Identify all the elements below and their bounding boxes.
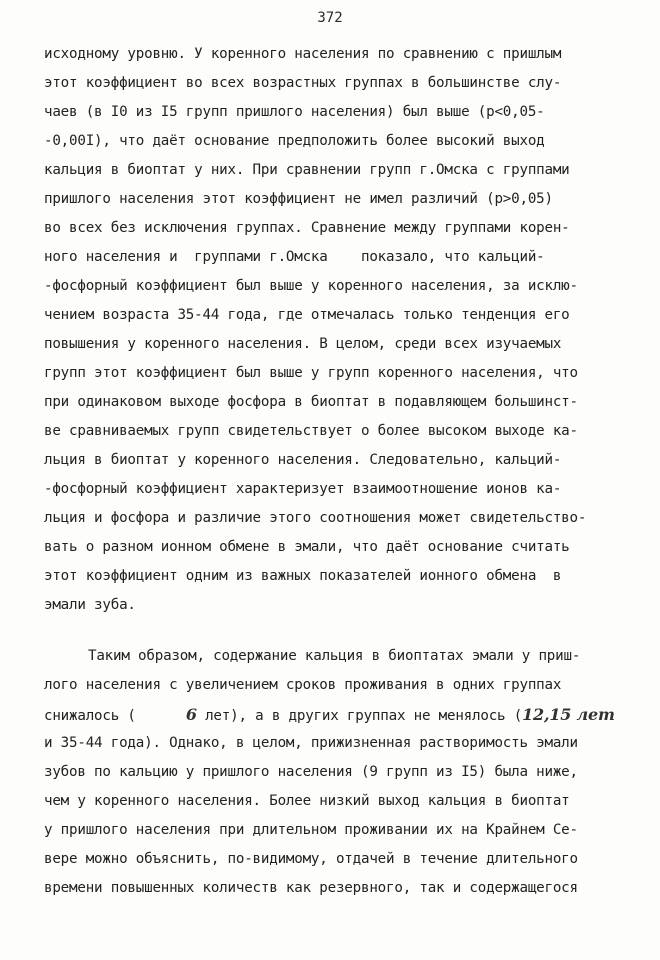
text-line: лого населения с увеличением сроков проживания в одних группах xyxy=(44,677,562,693)
text-line: чаев (в I0 из I5 групп пришлого населения) был выше (p<0,05- xyxy=(44,104,545,120)
text-fragment: лет), а в других группах не менялось ( xyxy=(196,708,523,724)
text-line: -фосфорный коэффициент характеризует взаимоотношение ионов ка- xyxy=(44,481,562,497)
text-line: чем у коренного населения. Более низкий выход кальция в биоптат xyxy=(44,793,570,809)
text-line-with-handwriting xyxy=(44,700,634,729)
text-line: при одинаковом выходе фосфора в биоптат в подавляющем большинст- xyxy=(44,394,578,410)
text-line: ного населения и группами г.Омска показало, что кальций- xyxy=(44,249,545,265)
text-line: кальция в биоптат у них. При сравнении групп г.Омска с группами xyxy=(44,162,570,178)
text-line: вере можно объяснить, по-видимому, отдачей в течение длительного xyxy=(44,851,578,867)
handwritten-insert: 12,15 лет xyxy=(522,705,615,724)
text-line: -0,00I), что даёт основание предположить более высокий выход xyxy=(44,133,545,149)
text-line: во всех без исключения группах. Сравнение между группами корен- xyxy=(44,220,570,236)
text-line: этот коэффициент одним из важных показателей ионного обмена в xyxy=(44,568,562,584)
text-line: времени повышенных количеств как резервного, так и содержащегося xyxy=(44,880,578,896)
page-number: 372 xyxy=(317,10,343,26)
text-line: Таким образом, содержание кальция в биоптатах эмали у приш- xyxy=(88,648,581,664)
handwritten-insert: 6 xyxy=(185,705,197,724)
text-line: вать о разном ионном обмене в эмали, что даёт основание считать xyxy=(44,539,570,555)
text-fragment: снижалось ( xyxy=(44,708,186,724)
text-line: -фосфорный коэффициент был выше у коренного населения, за исклю- xyxy=(44,278,578,294)
text-line: пришлого населения этот коэффициент не имел различий (p>0,05) xyxy=(44,191,553,207)
body-text xyxy=(44,40,634,903)
paragraph-2 xyxy=(44,642,634,903)
paragraph-gap xyxy=(44,620,634,642)
text-line: этот коэффициент во всех возрастных группах в большинстве слу- xyxy=(44,75,562,91)
text-line: исходному уровню. У коренного населения по сравнению с пришлым xyxy=(44,46,562,62)
text-line: льция и фосфора и различие этого соотношения может свидетельство- xyxy=(44,510,587,526)
text-line: групп этот коэффициент был выше у групп коренного населения, что xyxy=(44,365,578,381)
text-line: зубов по кальцию у пришлого населения (9 групп из I5) была ниже, xyxy=(44,764,578,780)
text-line: и 35-44 года). Однако, в целом, прижизненная растворимость эмали xyxy=(44,735,578,751)
text-line: эмали зуба. xyxy=(44,597,136,613)
text-line: чением возраста 35-44 года, где отмечалась только тенденция его xyxy=(44,307,570,323)
text-line: ве сравниваемых групп свидетельствует о более высоком выходе ка- xyxy=(44,423,578,439)
text-line: льция в биоптат у коренного населения. Следовательно, кальций- xyxy=(44,452,562,468)
text-line: повышения у коренного населения. В целом, среди всех изучаемых xyxy=(44,336,562,352)
paragraph-1 xyxy=(44,40,634,620)
text-line: у пришлого населения при длительном проживании их на Крайнем Се- xyxy=(44,822,578,838)
